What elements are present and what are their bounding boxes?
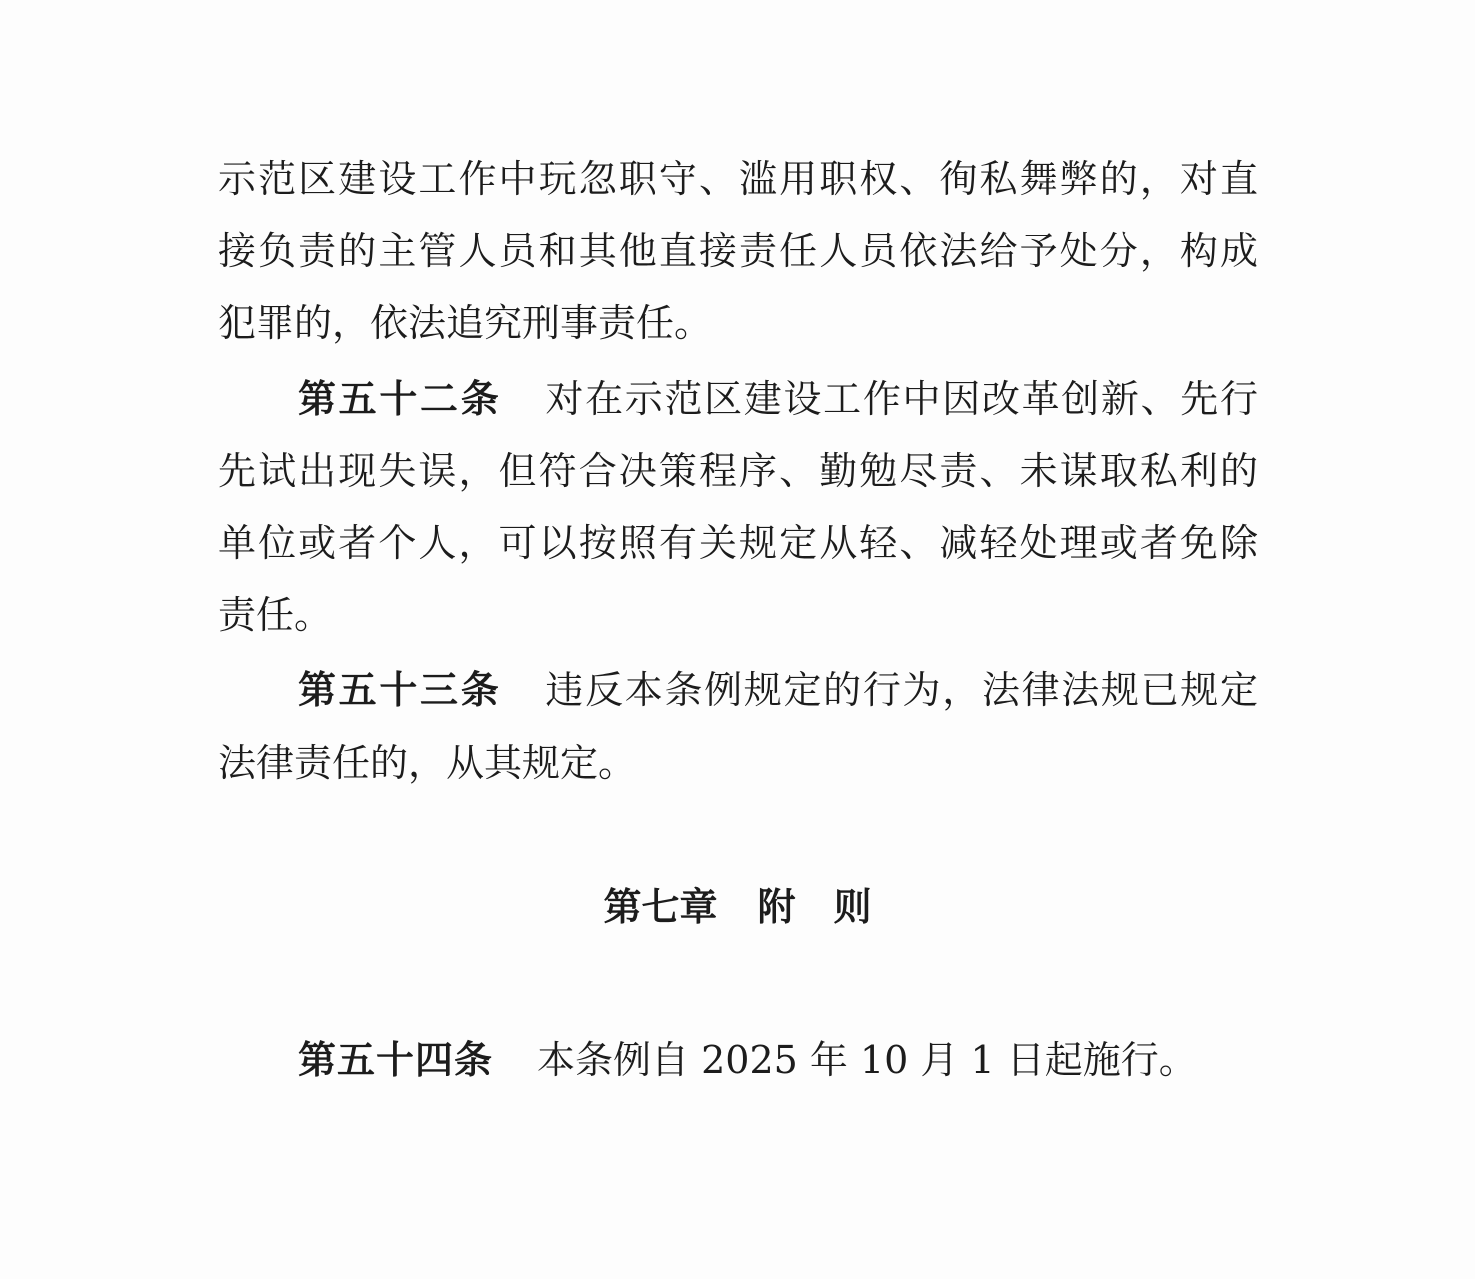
- article-text: 对在示范区建设工作中因改革创新、先行: [545, 377, 1258, 421]
- paragraph-line: 示范区建设工作中玩忽职守、滥用职权、徇私舞弊的，对直: [218, 157, 1258, 201]
- article-52-first-line: [298, 369, 1258, 429]
- article-text: 违反本条例规定的行为，法律法规已规定: [545, 668, 1258, 712]
- article-54-line: [298, 1030, 1197, 1090]
- paragraph-line: 犯罪的，依法追究刑事责任。: [218, 301, 713, 345]
- paragraph-line: 接负责的主管人员和其他直接责任人员依法给予处分，构成: [218, 229, 1258, 273]
- article-number: 第五十二条: [298, 377, 502, 421]
- article-text: 本条例自 2025 年 10 月 1 日起施行。: [537, 1038, 1197, 1082]
- article-number: 第五十三条: [298, 668, 502, 712]
- article-53-first-line: [298, 660, 1258, 720]
- chapter-title-part: 附: [757, 885, 796, 929]
- chapter-number: 第七章: [603, 885, 718, 929]
- article-number: 第五十四条: [298, 1038, 494, 1082]
- paragraph-line: 单位或者个人，可以按照有关规定从轻、减轻处理或者免除: [218, 521, 1258, 565]
- paragraph-line: 法律责任的，从其规定。: [218, 741, 637, 785]
- paragraph-line: 先试出现失误，但符合决策程序、勤勉尽责、未谋取私利的: [218, 449, 1258, 493]
- chapter-title-part: 则: [833, 885, 872, 929]
- paragraph-line: 责任。: [218, 593, 333, 637]
- chapter-heading: [0, 877, 1475, 937]
